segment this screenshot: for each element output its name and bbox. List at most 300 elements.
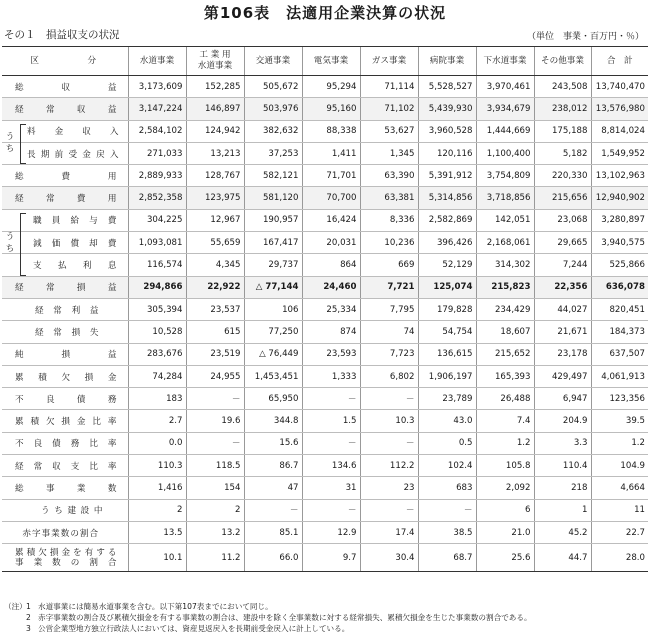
row-label [2,365,128,387]
label-char: 金 [61,547,71,558]
label-char: 収 [52,461,61,472]
value-cell: － [302,432,360,454]
value-cell: 28.0 [591,544,648,572]
value-cell: 20,031 [302,232,360,254]
value-cell: 3,934,679 [476,98,534,120]
value-cell: 52,129 [418,254,476,276]
value-cell: 21,671 [534,321,591,343]
label-char: 料 [27,127,36,138]
row-label [2,432,128,454]
value-cell: 55,659 [186,232,244,254]
label-char: 債 [52,439,61,450]
table-row [2,209,648,231]
label-char: 収 [76,104,86,115]
value-cell: 13,213 [186,142,244,164]
value-cell: 66.0 [244,544,302,572]
value-cell: 19.6 [186,410,244,432]
label-char: 益 [107,82,117,93]
value-cell: 29,737 [244,254,302,276]
table-row [2,120,648,142]
value-cell: 2.7 [128,410,186,432]
value-cell: 123,356 [591,388,648,410]
value-cell: 10.3 [360,410,418,432]
label-char: 赤字事業数の割合 [22,528,100,539]
label-char: 息 [107,261,117,272]
value-cell: 669 [360,254,418,276]
value-cell: 22,356 [534,276,591,298]
value-cell: 85.1 [244,521,302,543]
value-cell: 136,615 [418,343,476,365]
label-char: 払 [57,261,67,272]
bracket-line [20,124,26,165]
label-char: 総 [15,483,24,494]
value-cell: 283,676 [128,343,186,365]
label-char: 用 [107,171,117,182]
value-cell: 43.0 [418,410,476,432]
value-cell: 11.2 [186,544,244,572]
row-label [2,321,128,343]
value-cell: 5,182 [534,142,591,164]
value-cell: 110.4 [534,455,591,477]
label-char: 職 [33,216,42,227]
label-char: 損 [76,283,86,294]
value-cell: 11 [591,499,648,521]
label-char: 収 [82,127,91,138]
label-char: 費 [107,216,117,227]
table-body [2,76,648,572]
label-char: 用 [107,194,117,205]
value-cell: 23,593 [302,343,360,365]
value-cell: 1 [534,499,591,521]
label-char: 欠 [61,372,71,383]
row-label [2,521,128,543]
label-char: 設 [80,506,90,517]
value-cell: 3,960,528 [418,120,476,142]
label-char: 損 [71,327,81,338]
value-cell: 615 [186,321,244,343]
label-char: 益 [107,283,117,294]
column-header: 合 計 [591,47,648,76]
label-char: 常 [45,104,55,115]
value-cell: 1.2 [591,432,648,454]
label-char: 入 [109,127,119,138]
footnote-text: 公営企業型地方独立行政法人においては、資産見返戻入を長期前受金戻入に計上している。 [38,624,350,633]
label-char: の [70,557,80,568]
column-header: その他事業 [534,47,591,76]
table-row [2,187,648,209]
value-cell: 243,508 [534,76,591,98]
label-char: 務 [107,394,117,405]
label-char: 純 [15,350,24,361]
column-header: 水道事業 [128,47,186,76]
value-cell: 8,336 [360,209,418,231]
value-cell: 23,178 [534,343,591,365]
value-cell: 44,027 [534,298,591,320]
value-cell: 5,439,930 [418,98,476,120]
table-row [2,165,648,187]
row-label [2,455,128,477]
value-cell: 74 [360,321,418,343]
label-char: 利 [71,305,81,316]
label-char: う [41,506,50,517]
label-char: 率 [107,439,117,450]
value-cell: 45.2 [534,521,591,543]
value-cell: 106 [244,298,302,320]
label-char: す [96,547,105,558]
footnote-text: 水道事業には簡易水道事業を含む。以下第107表までにおいて同じ。 [38,602,273,611]
value-cell: 65,950 [244,388,302,410]
table-row [2,388,648,410]
value-cell: 10,528 [128,321,186,343]
value-cell: 54,754 [418,321,476,343]
header-row [2,47,648,76]
footnote-number: 1 [26,602,31,611]
column-header: 電気事業 [302,47,360,76]
label-char: 率 [107,417,117,428]
label-char: 率 [107,461,117,472]
table-row [2,298,648,320]
label-char: 事 [45,483,55,494]
value-cell: 124,942 [186,120,244,142]
label-char: 比 [92,417,101,428]
label-char: 常 [53,327,62,338]
value-cell: 1.5 [302,410,360,432]
value-cell: 23,068 [534,209,591,231]
footnote [4,601,532,612]
value-cell: 38.5 [418,521,476,543]
value-cell: 3,754,809 [476,165,534,187]
header-label: 区 分 [2,47,128,76]
value-cell: 429,497 [534,365,591,387]
value-cell: 5,391,912 [418,165,476,187]
value-cell: 218 [534,477,591,499]
value-cell: 29,665 [534,232,591,254]
label-char: 欠 [38,547,47,558]
value-cell: 238,012 [534,98,591,120]
uchi-bracket-label: う ち [5,232,15,255]
label-char: 累 [15,372,24,383]
value-cell: 7.4 [476,410,534,432]
value-cell: 505,672 [244,76,302,98]
label-char: 業 [76,483,86,494]
label-char: 経 [15,283,24,294]
label-char: 給 [70,216,80,227]
value-cell: 4,345 [186,254,244,276]
label-char: 経 [15,104,24,115]
value-cell: 2 [186,499,244,521]
label-char: 欠 [45,417,55,428]
value-cell: 71,102 [360,98,418,120]
bracket-line [20,213,26,276]
label-char: 建 [67,506,77,517]
table-row [2,499,648,521]
label-char: 事 [15,557,24,568]
value-cell: 71,114 [360,76,418,98]
value-cell: 112.2 [360,455,418,477]
row-label [2,98,128,120]
value-cell: 165,393 [476,365,534,387]
value-cell: 105.8 [476,455,534,477]
label-char: 経 [35,327,44,338]
table-row [2,365,648,387]
label-char: 総 [15,171,24,182]
value-cell: 7,721 [360,276,418,298]
label-char: 長 [27,149,36,160]
value-cell: 1.2 [476,432,534,454]
label-char: 金 [76,417,86,428]
label-char: 員 [51,216,61,227]
value-cell: 294,866 [128,276,186,298]
value-cell: 7,723 [360,343,418,365]
value-cell: 88,338 [302,120,360,142]
column-header: 工 業 用 水道事業 [186,47,244,76]
value-cell: 874 [302,321,360,343]
value-cell: － [360,432,418,454]
value-cell: 637,507 [591,343,648,365]
column-header: ガス事業 [360,47,418,76]
value-cell: 63,390 [360,165,418,187]
value-cell: 118.5 [186,455,244,477]
value-cell: 305,394 [128,298,186,320]
row-label [2,544,128,572]
label-char: 比 [89,439,98,450]
value-cell: 110.3 [128,455,186,477]
label-char: 費 [107,238,117,249]
column-header: 交通事業 [244,47,302,76]
uchi-bracket-label: う ち [5,131,15,154]
label-char: 不 [15,439,24,450]
value-cell: 24,460 [302,276,360,298]
label-char: 価 [51,238,61,249]
label-char: 常 [45,283,55,294]
value-cell: 3,147,224 [128,98,186,120]
value-cell: 3,970,461 [476,76,534,98]
value-cell: － [302,388,360,410]
footnote-head [4,612,26,623]
table-row [2,343,648,365]
label-char: 比 [89,461,98,472]
value-cell: 396,426 [418,232,476,254]
value-cell: 2,092 [476,477,534,499]
value-cell: 304,225 [128,209,186,231]
value-cell: 10.1 [128,544,186,572]
value-cell: 314,302 [476,254,534,276]
label-char: 累 [15,547,24,558]
value-cell: 2,584,102 [128,120,186,142]
label-char: 常 [53,305,62,316]
value-cell: 1,100,400 [476,142,534,164]
label-char: 有 [84,547,94,558]
row-label [2,120,128,154]
footnote-head [4,623,26,634]
label-char: 戻 [96,149,105,160]
value-cell: 6,802 [360,365,418,387]
value-cell: 344.8 [244,410,302,432]
value-cell: 142,051 [476,209,534,231]
label-char: 債 [76,394,86,405]
table-row [2,521,648,543]
value-cell: 3.3 [534,432,591,454]
value-cell: 63,381 [360,187,418,209]
value-cell: 4,664 [591,477,648,499]
value-cell: 2 [128,499,186,521]
value-cell: － [186,432,244,454]
value-cell: 5,314,856 [418,187,476,209]
value-cell: 17.4 [360,521,418,543]
value-cell: 128,767 [186,165,244,187]
label-char: 損 [49,547,59,558]
settlement-table [2,46,648,572]
table-row [2,142,648,164]
label-char: 総 [15,82,24,93]
value-cell: 13.2 [186,521,244,543]
table-row [2,432,648,454]
label-char: 不 [15,394,24,405]
value-cell: 23 [360,477,418,499]
table-row [2,455,648,477]
label-char: 良 [45,394,55,405]
value-cell: － [360,388,418,410]
label-char: ち [54,506,63,517]
value-cell: 179,828 [418,298,476,320]
table-row [2,98,648,120]
footnote-number: 2 [26,613,31,622]
value-cell: 0.0 [128,432,186,454]
value-cell: 167,417 [244,232,302,254]
value-cell: 39.5 [591,410,648,432]
value-cell: 30.4 [360,544,418,572]
value-cell: 820,451 [591,298,648,320]
value-cell: 10,236 [360,232,418,254]
label-char: 経 [15,194,24,205]
unit-note: （単位 事業・百万円・％） [526,32,644,42]
label-char: 数 [52,557,61,568]
table-subtitle: その１ 損益収支の状況 [4,29,120,41]
value-cell: 21.0 [476,521,534,543]
label-char: る [107,547,117,558]
value-cell: 71,701 [302,165,360,187]
label-char: 積 [30,417,40,428]
value-cell: 525,866 [591,254,648,276]
value-cell: 25.6 [476,544,534,572]
value-cell: 636,078 [591,276,648,298]
value-cell: 154 [186,477,244,499]
value-cell: 175,188 [534,120,591,142]
value-cell: 215,652 [476,343,534,365]
value-cell: 5,528,527 [418,76,476,98]
label-char: 費 [76,194,86,205]
value-cell: 18,607 [476,321,534,343]
value-cell: 125,074 [418,276,476,298]
value-cell: 95,294 [302,76,360,98]
label-char: 損 [61,350,71,361]
label-char: 損 [61,417,71,428]
value-cell: 104.9 [591,455,648,477]
value-cell: 215,656 [534,187,591,209]
label-char: 常 [45,194,55,205]
value-cell: 1,416 [128,477,186,499]
label-char: 支 [70,461,80,472]
label-char: 費 [61,171,71,182]
value-cell: 204.9 [534,410,591,432]
label-char: 損 [84,372,94,383]
table-row [2,477,648,499]
value-cell: 7,795 [360,298,418,320]
value-cell: 864 [302,254,360,276]
value-cell: 152,285 [186,76,244,98]
table-row [2,254,648,276]
value-cell: 1,444,669 [476,120,534,142]
label-char: を [73,547,82,558]
label-char: 入 [109,149,119,160]
value-cell: 16,424 [302,209,360,231]
value-cell: 234,429 [476,298,534,320]
table-row [2,276,648,298]
value-cell: 0.5 [418,432,476,454]
row-label [2,165,128,187]
label-char: 良 [33,439,43,450]
value-cell: 102.4 [418,455,476,477]
value-cell: 271,033 [128,142,186,164]
label-char: 金 [107,372,117,383]
label-char: 前 [54,149,64,160]
value-cell: 1,093,081 [128,232,186,254]
footnote [4,612,532,623]
label-char: 失 [89,327,99,338]
value-cell: 47 [244,477,302,499]
row-label [2,298,128,320]
value-cell: 2,168,061 [476,232,534,254]
value-cell: 25,334 [302,298,360,320]
label-char: 経 [35,305,44,316]
value-cell: 68.7 [418,544,476,572]
label-char: 積 [26,547,36,558]
label-char: 減 [33,238,42,249]
value-cell: 23,519 [186,343,244,365]
value-cell: 3,940,575 [591,232,648,254]
row-label [2,187,128,209]
row-label [2,388,128,410]
label-char: 益 [107,104,117,115]
label-char: 経 [15,461,24,472]
footnote [4,623,532,634]
value-cell: 8,814,024 [591,120,648,142]
value-cell: 1,333 [302,365,360,387]
value-cell: 116,574 [128,254,186,276]
table-row [2,410,648,432]
table-row [2,544,648,572]
table-row [2,76,648,98]
label-char: 割 [89,557,98,568]
value-cell: 12,967 [186,209,244,231]
value-cell: 23,789 [418,388,476,410]
value-cell: 37,253 [244,142,302,164]
label-char: 務 [70,439,80,450]
label-char: 与 [89,216,98,227]
value-cell: 215,823 [476,276,534,298]
table-row [2,232,648,254]
row-label [2,276,128,298]
footnotes [4,601,532,634]
value-cell: 7,244 [534,254,591,276]
page-title: 第106表 法適用企業決算の状況 [203,4,447,22]
value-cell: 683 [418,477,476,499]
label-char: 常 [33,461,43,472]
column-header: 下水道事業 [476,47,534,76]
value-cell: △ 76,449 [244,343,302,365]
label-char: 期 [40,149,50,160]
value-cell: 3,280,897 [591,209,648,231]
